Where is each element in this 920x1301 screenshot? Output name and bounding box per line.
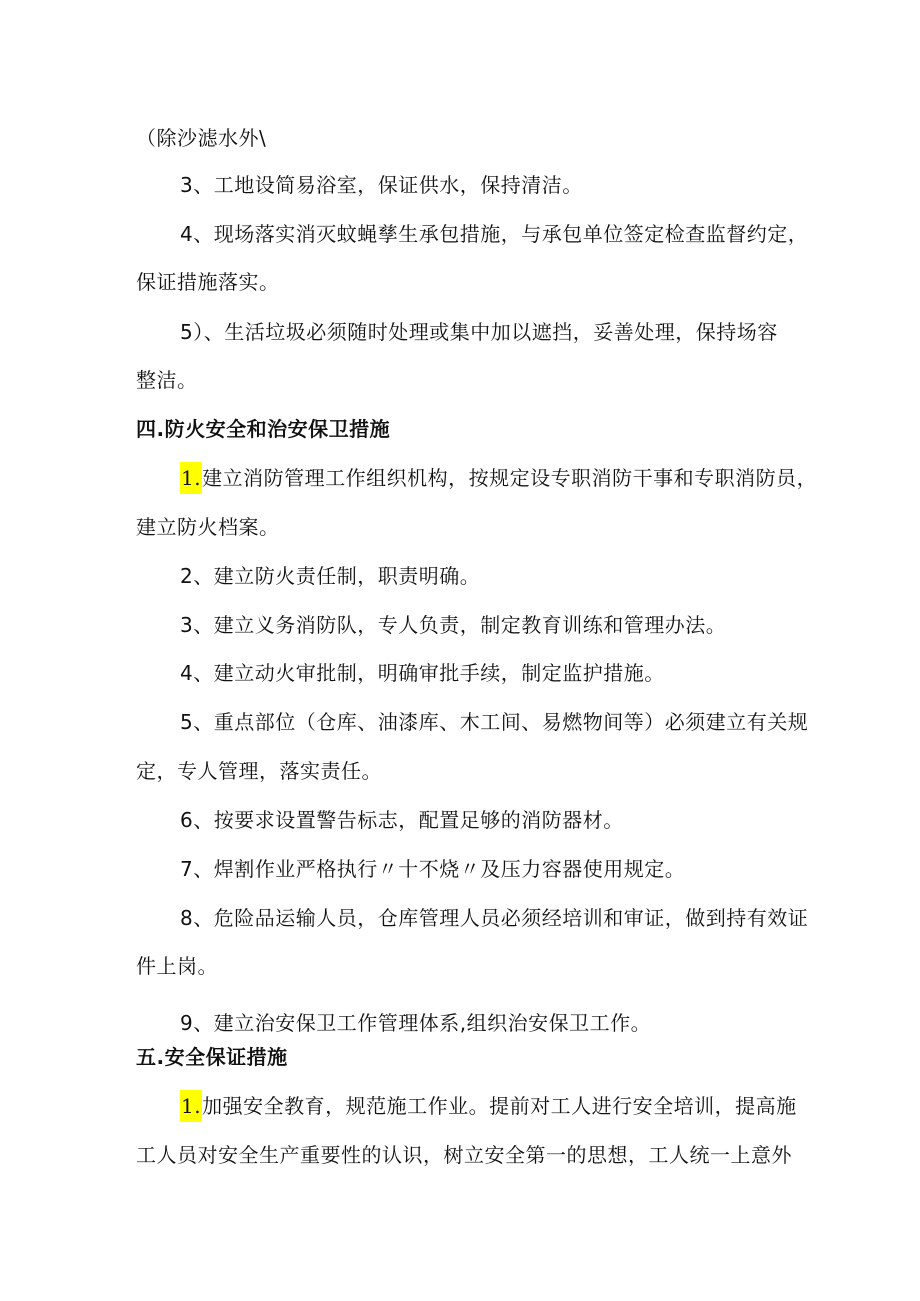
text-line: 件上岗。 [136, 954, 218, 978]
list-item-4: 4、建立动火审批制，明确审批手续，制定监护措施。 [180, 661, 665, 685]
text-line: （除沙滤水外\ [136, 126, 267, 150]
list-item-5: 5）、生活垃圾必须随时处理或集中加以遮挡，妥善处理，保持场容 [180, 320, 778, 344]
list-item-5: 5、重点部位（仓库、油漆库、木工间、易燃物间等）必须建立有关规 [180, 710, 809, 734]
text-line: 整洁。 [136, 368, 198, 392]
section-heading-5: 五.安全保证措施 [136, 1045, 288, 1069]
text-line: 建立防火档案。 [136, 515, 280, 539]
list-item-9: 9、建立治安保卫工作管理体系,组织治安保卫工作。 [180, 1011, 652, 1035]
list-item-8: 8、危险品运输人员，仓库管理人员必须经培训和审证，做到持有效证 [180, 906, 809, 930]
list-item-7: 7、焊割作业严格执行〃十不烧〃及压力容器使用规定。 [180, 857, 686, 881]
list-item-3: 3、工地设简易浴室，保证供水，保持清洁。 [180, 173, 583, 197]
highlighted-number: 1. [180, 1090, 202, 1122]
list-item-1: 1.加强安全教育，规范施工作业。提前对工人进行安全培训，提高施 [180, 1092, 797, 1120]
list-item-4: 4、现场落实消灭蚊蝇孳生承包措施，与承包单位签定检查监督约定， [180, 222, 809, 246]
list-item-2: 2、建立防火责任制，职责明确。 [180, 564, 481, 588]
text-line: 定，专人管理，落实责任。 [136, 759, 382, 783]
list-item-1: 1.建立消防管理工作组织机构，按规定设专职消防干事和专职消防员， [180, 464, 817, 492]
text-line: 保证措施落实。 [136, 270, 280, 294]
text-line: 工人员对安全生产重要性的认识，树立安全第一的思想，工人统一上意外 [136, 1143, 792, 1167]
section-heading-4: 四.防火安全和治安保卫措施 [136, 417, 391, 441]
highlighted-number: 1. [180, 462, 202, 494]
list-item-6: 6、按要求设置警告标志，配置足够的消防器材。 [180, 808, 624, 832]
list-item-3: 3、建立义务消防队，专人负责，制定教育训练和管理办法。 [180, 613, 727, 637]
